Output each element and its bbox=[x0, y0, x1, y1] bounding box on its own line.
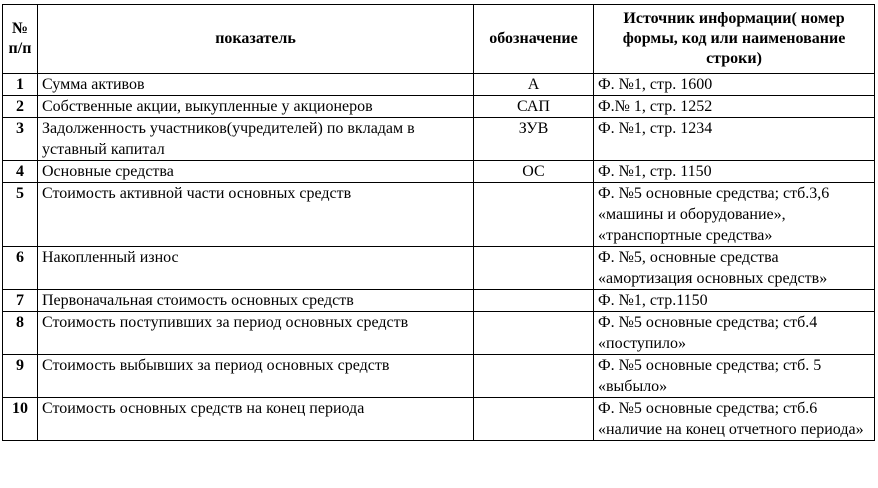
row-num: 3 bbox=[3, 118, 38, 161]
row-indicator: Стоимость выбывших за период основных средств bbox=[38, 355, 474, 398]
row-indicator: Накопленный износ bbox=[38, 247, 474, 290]
table-row bbox=[3, 96, 875, 118]
row-source: Ф. №1, стр. 1150 bbox=[594, 161, 875, 183]
row-symbol: ЗУВ bbox=[474, 118, 594, 161]
row-symbol bbox=[474, 398, 594, 441]
row-indicator: Сумма активов bbox=[38, 74, 474, 96]
row-symbol bbox=[474, 183, 594, 247]
row-indicator: Стоимость основных средств на конец периода bbox=[38, 398, 474, 441]
row-source: Ф. №1, стр. 1234 bbox=[594, 118, 875, 161]
row-indicator: Собственные акции, выкупленные у акционеров bbox=[38, 96, 474, 118]
row-indicator: Основные средства bbox=[38, 161, 474, 183]
header-indicator: показатель bbox=[38, 5, 474, 74]
row-num: 1 bbox=[3, 74, 38, 96]
row-num: 7 bbox=[3, 290, 38, 312]
row-indicator: Первоначальная стоимость основных средств bbox=[38, 290, 474, 312]
row-indicator: Задолженность участников(учредителей) по вкладам в уставный капитал bbox=[38, 118, 474, 161]
row-source: Ф. №1, стр.1150 bbox=[594, 290, 875, 312]
header-source: Источник информации( номер формы, код или наименование строки) bbox=[594, 5, 875, 74]
row-symbol bbox=[474, 290, 594, 312]
row-symbol: А bbox=[474, 74, 594, 96]
row-symbol bbox=[474, 247, 594, 290]
row-num: 2 bbox=[3, 96, 38, 118]
row-symbol: САП bbox=[474, 96, 594, 118]
row-num: 5 bbox=[3, 183, 38, 247]
table-row bbox=[3, 398, 875, 441]
row-source: Ф. №5 основные средства; стб.3,6 «машины и оборудование», «транспортные средства» bbox=[594, 183, 875, 247]
row-source: Ф. №5, основные средства «амортизация основных средств» bbox=[594, 247, 875, 290]
table-row bbox=[3, 118, 875, 161]
row-symbol bbox=[474, 355, 594, 398]
row-indicator: Стоимость поступивших за период основных средств bbox=[38, 312, 474, 355]
row-num: 4 bbox=[3, 161, 38, 183]
header-symbol: обозначение bbox=[474, 5, 594, 74]
row-num: 10 bbox=[3, 398, 38, 441]
row-num: 8 bbox=[3, 312, 38, 355]
row-symbol: ОС bbox=[474, 161, 594, 183]
table-row bbox=[3, 161, 875, 183]
row-source: Ф.№ 1, стр. 1252 bbox=[594, 96, 875, 118]
table-row bbox=[3, 247, 875, 290]
row-source: Ф. №5 основные средства; стб. 5 «выбыло» bbox=[594, 355, 875, 398]
table-row bbox=[3, 290, 875, 312]
indicators-table bbox=[2, 4, 875, 441]
row-num: 9 bbox=[3, 355, 38, 398]
table-row bbox=[3, 74, 875, 96]
row-symbol bbox=[474, 312, 594, 355]
row-source: Ф. №5 основные средства; стб.4 «поступило» bbox=[594, 312, 875, 355]
row-indicator: Стоимость активной части основных средств bbox=[38, 183, 474, 247]
table-row bbox=[3, 312, 875, 355]
row-source: Ф. №5 основные средства; стб.6 «наличие на конец отчетного периода» bbox=[594, 398, 875, 441]
row-source: Ф. №1, стр. 1600 bbox=[594, 74, 875, 96]
table-header-row bbox=[3, 5, 875, 74]
header-num: № п/п bbox=[3, 5, 38, 74]
row-num: 6 bbox=[3, 247, 38, 290]
table-row bbox=[3, 355, 875, 398]
table-row bbox=[3, 183, 875, 247]
